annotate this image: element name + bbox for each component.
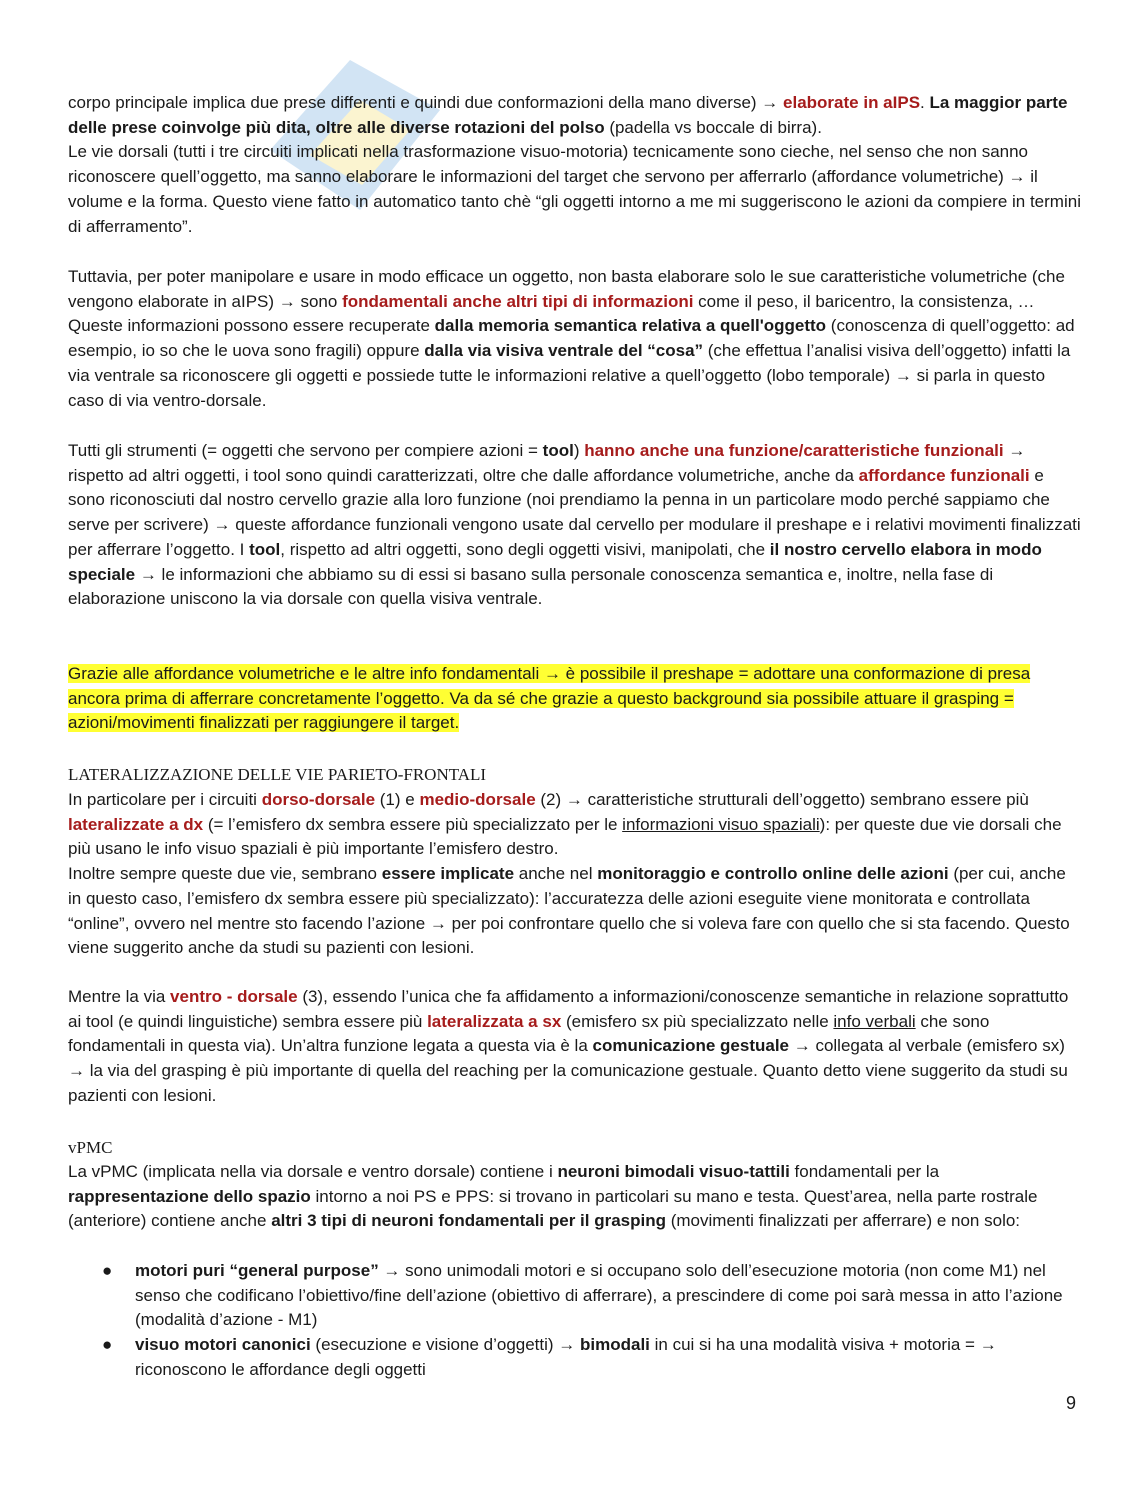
section-heading-vpmc: vPMC (68, 1138, 113, 1157)
paragraph-6: Mentre la via ventro - dorsale (3), essendo l’unica che fa affidamento a informazioni/conoscenze semantiche in relazione soprattutto ai tool (e quindi linguistiche) sembra essere più lateralizzata a sx (emisfero sx più specializzato nelle info verbali che sono fondamentali in questa via). Un’altra funzione legata a questa via è la comunicazione gestuale → collegata al verbale (emisfero sx) → la via del grasping è più importante di quella del reaching per la comunicazione gestuale. Quanto detto viene suggerito da studi su pazienti con lesioni. (68, 987, 1069, 1105)
section-heading-lateralizzazione: LATERALIZZAZIONE DELLE VIE PARIETO-FRONTALI (68, 765, 487, 784)
text-highlight: Grazie alle affordance volumetriche e le altre info fondamentali → è possibile il preshape = adottare una conformazione di presa ancora prima di afferrare concretamente l’oggetto. Va da sé che grazie a questo background sia possibile attuare il grasping = azioni/movimenti finalizzati per raggiungere il target. (68, 664, 1031, 733)
paragraph-2: Tuttavia, per poter manipolare e usare in modo efficace un oggetto, non basta elaborare solo le sue caratteristiche volumetriche (che vengono elaborate in aIPS) → sono fondamentali anche altri tipi di informazioni come il peso, il baricentro, la consistenza, … Queste informazioni possono essere recuperate dalla memoria semantica relativa a quell'oggetto (conoscenza di quell’oggetto: ad esempio, io so che le uova sono fragili) oppure dalla via visiva ventrale del “cosa” (che effettua l’analisi visiva dell’oggetto) infatti la via ventrale sa riconoscere gli oggetti e possiede tutte le informazioni relative a quell’oggetto (lobo temporale) → si parla in questo caso di via ventro-dorsale. (68, 267, 1075, 410)
highlighted-paragraph (68, 662, 1082, 736)
list-item: ● motori puri “general purpose” → sono unimodali motori e si occupano solo dell’esecuzione motoria (non come M1) nel senso che codificano l’obiettivo/fine dell’azione (obiettivo di afferrare), a prescindere di come poi sarà messa in atto l’azione (modalità d’azione - M1) (102, 1261, 1063, 1330)
paragraph-5: In particolare per i circuiti dorso-dorsale (1) e medio-dorsale (2) → caratteristiche strutturali dell’oggetto) sembrano essere più lateralizzate a dx (= l’emisfero dx sembra essere più specializzato per le informazioni visuo spaziali): per queste due vie dorsali che più usano le info visuo spaziali è più importante l’emisfero destro. Inoltre sempre queste due vie, sembrano essere implicate anche nel monitoraggio e controllo online delle azioni (per cui, anche in questo caso, l’emisfero dx sembra essere più specializzato): l’accuratezza delle azioni eseguite viene monitorata e controllata “online”, ovvero nel mentre sto facendo l’azione → per poi confrontare quello che si voleva fare con quello che si sta facendo. Questo viene suggerito anche da studi su pazienti con lesioni. (68, 790, 1070, 958)
neuron-types-list (68, 1259, 1082, 1383)
paragraph-7: La vPMC (implicata nella via dorsale e ventro dorsale) contiene i neuroni bimodali visuo-tattili fondamentali per la rappresentazione dello spazio intorno a noi PS e PPS: si trovano in particolari su mano e testa. Quest’area, nella parte rostrale (anteriore) contiene anche altri 3 tipi di neuroni fondamentali per il grasping (movimenti finalizzati per afferrare) e non solo: (68, 1162, 1038, 1231)
bullet-icon: ● (102, 1335, 113, 1355)
bullet-icon: ● (102, 1261, 113, 1280)
paragraph-3: Tutti gli strumenti (= oggetti che servono per compiere azioni = tool) hanno anche una funzione/caratteristiche funzionali → rispetto ad altri oggetti, i tool sono quindi caratterizzati, oltre che dalle affordance volumetriche, anche da affordance funzionali e sono riconosciuti dal nostro cervello grazie alla loro funzione (noi prendiamo la penna in un particolare modo perché sappiamo che serve per scrivere) → queste affordance funzionali vengono usate dal cervello per modulare il preshape e i relativi movimenti finalizzati per afferrare l’oggetto. I tool, rispetto ad altri oggetti, sono degli oggetti visivi, manipolati, che il nostro cervello elabora in modo speciale → le informazioni che abbiamo su di essi si basano sulla personale conoscenza semantica e, inoltre, nella fase di elaborazione uniscono la via dorsale con quella visiva ventrale. (68, 441, 1081, 609)
paragraph-1: corpo principale implica due prese differenti e quindi due conformazioni della mano diverse) → elaborate in aIPS. La maggior parte delle prese coinvolge più dita, oltre alle diverse rotazioni del polso (padella vs boccale di birra). Le vie dorsali (tutti i tre circuiti implicati nella trasformazione visuo-motoria) tecnicamente sono cieche, nel senso che non sanno riconoscere quell’oggetto, ma sanno elaborare le informazioni del target che servono per afferrarlo (affordance volumetriche) → il volume e la forma. Questo viene fatto in automatico tanto chè “gli oggetti intorno a me mi suggeriscono le azioni da compiere in termini di afferramento”. (68, 93, 1081, 236)
list-item: ● visuo motori canonici (esecuzione e visione d’oggetti) → bimodali in cui si ha una modalità visiva + motoria = → riconoscono le affordance degli oggetti (102, 1335, 997, 1379)
page-number: 9 (1066, 1393, 1077, 1413)
